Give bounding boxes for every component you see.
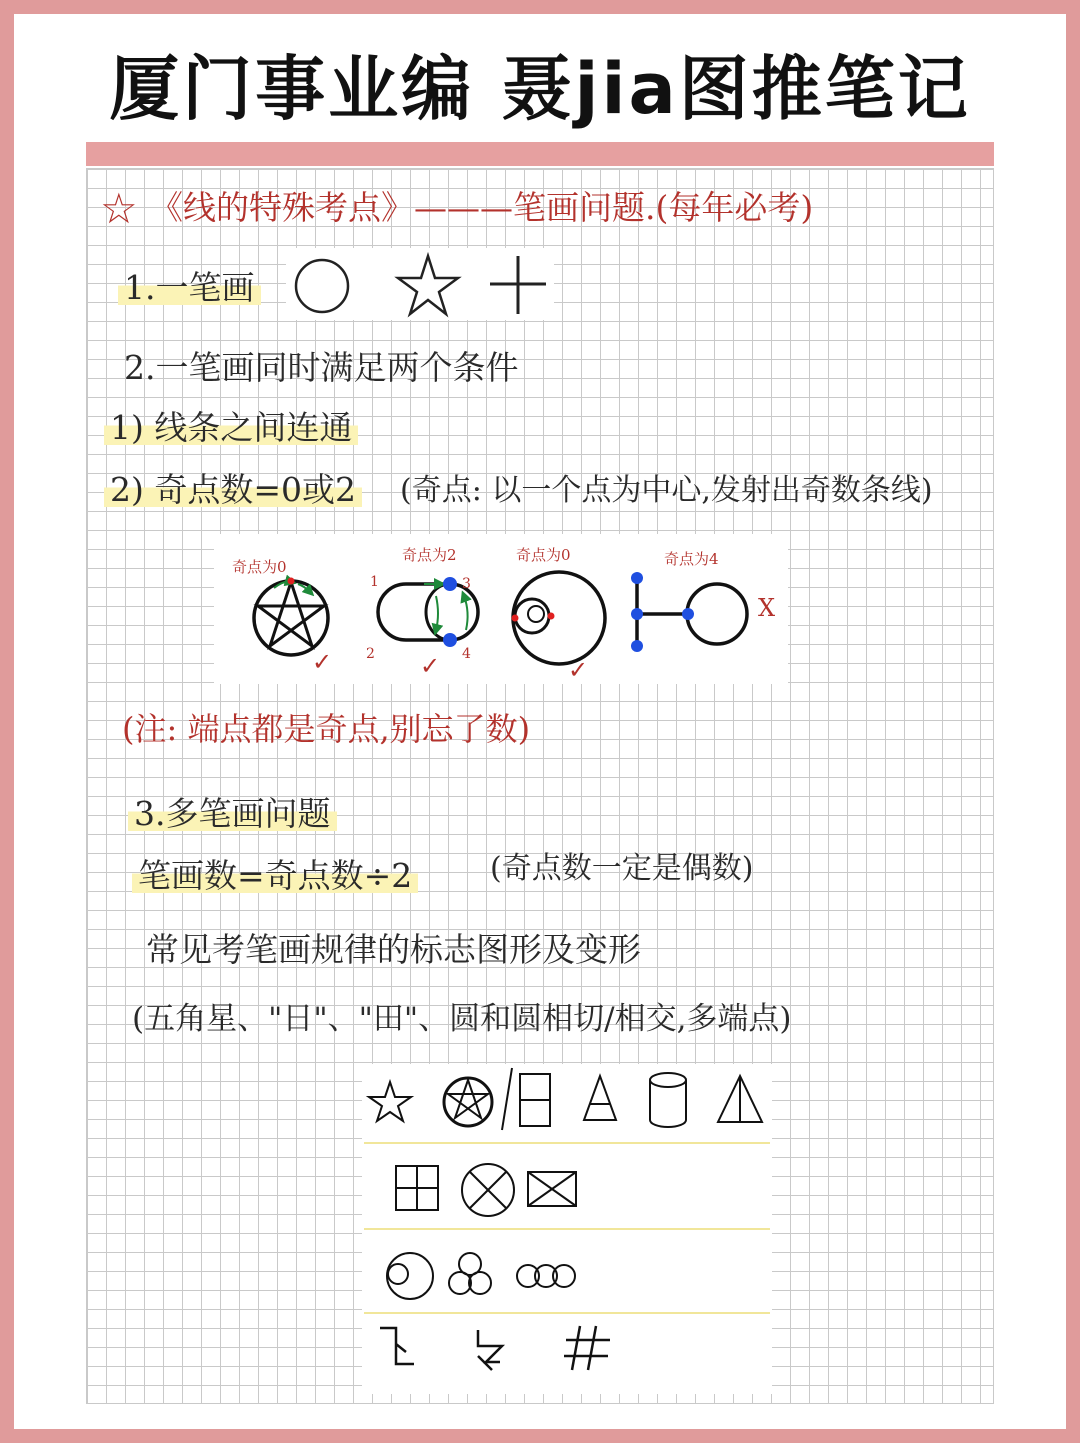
- tian-grid-icon: [396, 1166, 438, 1210]
- tangent-circles-shape: [512, 572, 606, 664]
- example2-point-3: 3: [462, 576, 471, 592]
- table-divider-1: [364, 1142, 770, 1144]
- example1-caption: 奇点为0: [232, 558, 287, 576]
- circle-x-icon: [462, 1164, 514, 1216]
- star-icon: [369, 1082, 411, 1121]
- section3-formula-note: (奇点数一定是偶数): [490, 851, 754, 886]
- example2-check-mark: ✓: [420, 652, 441, 680]
- section3-common-title: 常见考笔画规律的标志图形及变形: [146, 930, 641, 969]
- example3-caption: 奇点为0: [516, 546, 571, 564]
- chain-circles-icon: [517, 1265, 575, 1287]
- envelope-x-icon: [528, 1172, 576, 1206]
- hash-icon: [564, 1326, 610, 1370]
- example2-point-1: 1: [370, 574, 379, 590]
- pyramid-icon: [718, 1076, 762, 1122]
- section2-condition1: 1) 线条之间连通: [104, 410, 358, 446]
- example4-caption: 奇点为4: [664, 550, 719, 568]
- section1-shapes-panel: [286, 248, 554, 320]
- title-underline-bar: [86, 142, 994, 166]
- section3-common-list: (五角星、"日"、"田"、圆和圆相切/相交,多端点): [132, 1001, 792, 1037]
- section2-label: 2.一笔画同时满足两个条件: [124, 348, 519, 387]
- three-circles-icon: [449, 1253, 491, 1294]
- example3-check-mark: ✓: [568, 656, 589, 684]
- heading-text: 《线的特殊考点》———笔画问题.(每年必考): [150, 188, 814, 227]
- example2-caption: 奇点为2: [402, 546, 457, 564]
- example2-point-2: 2: [366, 646, 375, 662]
- page-title: 厦门事业编 聂jia图推笔记: [109, 48, 971, 130]
- zigzag-1-icon: [380, 1328, 414, 1364]
- endpoint-note: (注: 端点都是奇点,别忘了数): [122, 710, 531, 748]
- cylinder-icon: [650, 1073, 686, 1127]
- table-divider-3: [364, 1312, 770, 1314]
- pentagram-in-circle: [254, 578, 328, 656]
- heading-star-icon: ☆: [100, 184, 138, 233]
- example4-cross-mark: X: [758, 594, 776, 622]
- section2-condition2: 2) 奇点数=0或2: [104, 472, 362, 508]
- section3-label: 3.多笔画问题: [128, 796, 337, 832]
- zigzag-2-icon: [478, 1330, 502, 1370]
- circle-shape: [296, 260, 348, 312]
- star-in-circle-icon: [444, 1078, 492, 1126]
- table-divider-2: [364, 1228, 770, 1230]
- example1-check-mark: ✓: [312, 648, 333, 676]
- section1-label: 1.一笔画: [118, 270, 261, 306]
- example2-point-4: 4: [462, 646, 471, 662]
- star-outline-shape: [398, 256, 458, 314]
- inner-circle-icon: [387, 1253, 433, 1299]
- barbell-shape: [631, 572, 747, 652]
- triangle-a-icon: [584, 1076, 616, 1120]
- section1-shapes: [286, 248, 554, 320]
- section3-formula: 笔画数=奇点数÷2: [132, 858, 418, 894]
- section2-condition2-note: (奇点: 以一个点为中心,发射出奇数条线): [400, 473, 933, 508]
- ri-character-icon: [520, 1074, 550, 1126]
